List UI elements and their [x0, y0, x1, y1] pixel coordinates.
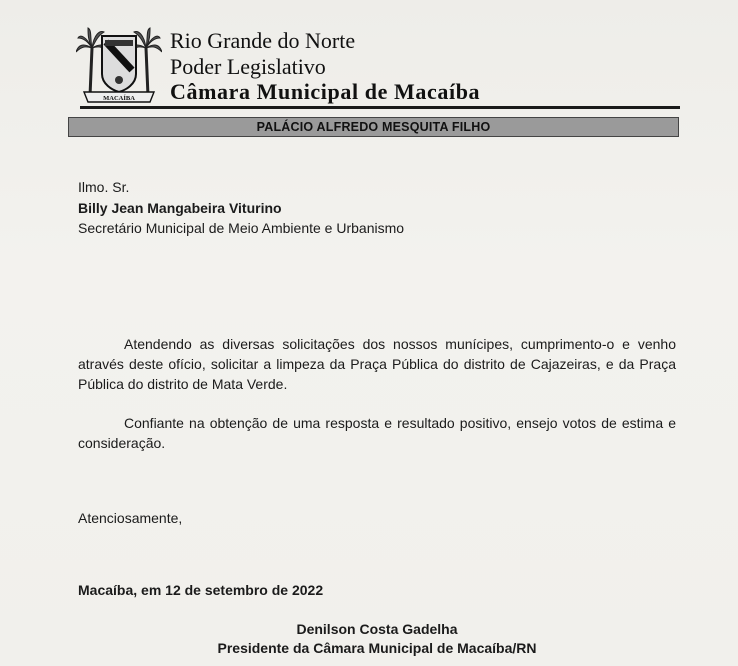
signature-name: Denilson Costa Gadelha: [296, 621, 458, 637]
header-banner: PALÁCIO ALFREDO MESQUITA FILHO: [68, 117, 679, 137]
recipient-name: Billy Jean Mangabeira Viturino: [78, 200, 282, 216]
closing: Atenciosamente,: [78, 510, 183, 526]
header-power: Poder Legislativo: [170, 54, 326, 79]
coat-of-arms-logo: [76, 26, 162, 104]
date-line: Macaíba, em 12 de setembro de 2022: [78, 582, 324, 598]
header-chamber: Câmara Municipal de Macaíba: [170, 79, 481, 104]
logo-ribbon-text: MACAÍBA: [103, 95, 135, 102]
body-paragraph-1: Atendendo as diversas solicitações dos nossos munícipes, cumprimento-o e venho através deste ofício, solicitar a limpeza da Praça Pública do distrito de Cajazeiras, e da Praça Pública do distrito de Mata Verde.: [78, 336, 676, 392]
recipient-role: Secretário Municipal de Meio Ambiente e Urbanismo: [78, 220, 405, 236]
signature-title: Presidente da Câmara Municipal de Macaíba/RN: [217, 640, 537, 656]
header-rule: [80, 106, 680, 109]
header-state: Rio Grande do Norte: [170, 28, 356, 53]
recipient-salutation: Ilmo. Sr.: [78, 179, 130, 195]
body-paragraph-2: Confiante na obtenção de uma resposta e resultado positivo, ensejo votos de estima e consideração.: [78, 415, 676, 451]
